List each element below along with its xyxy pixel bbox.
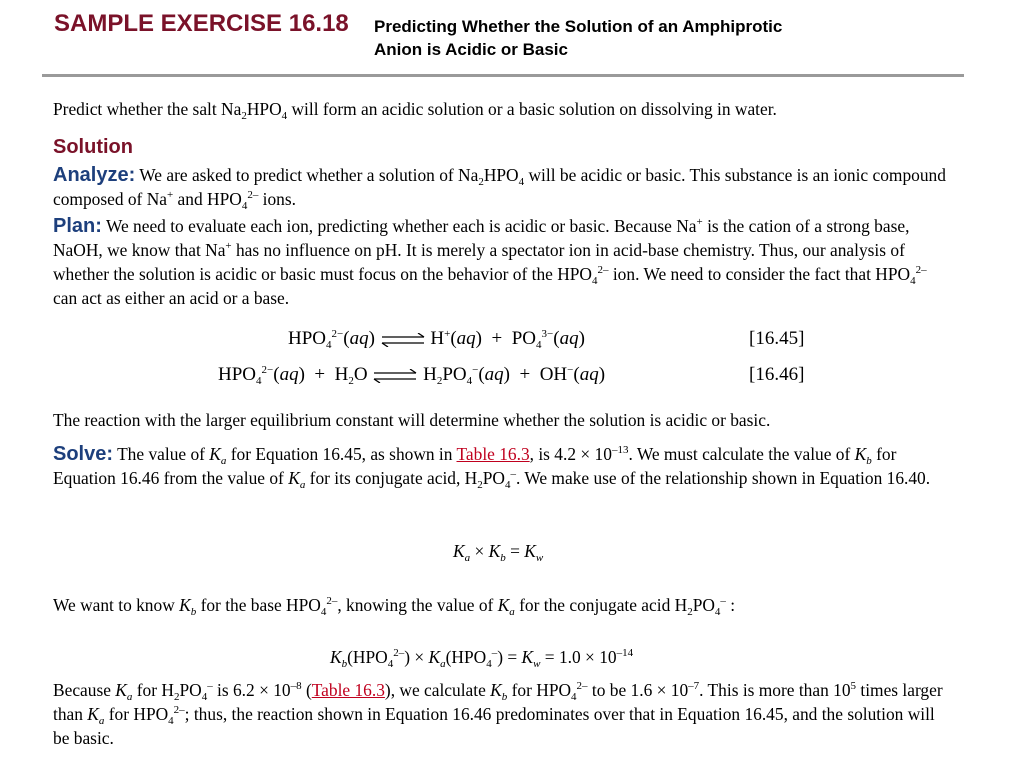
equation-16-45: $HPO_4^{2-}(aq) H^+(aq) + PO_4^{3-}(aq)$ — [288, 328, 585, 351]
equilibrium-arrow-icon — [372, 369, 418, 383]
plan-label: Plan: — [53, 215, 102, 237]
product-equation: $K_b(HPO_4^{2-}) \times K_a(HPO_4^-) = K_w = 1.0 \times 10^{-14}$ — [330, 647, 634, 670]
plan-paragraph: Plan: We need to evaluate each ion, predicting whether each is acidic or basic. Because Na+ is the cation of a strong base, NaOH, we know that Na+ has no influence on pH. It is merely a spectator ion in acid-base chemistry. Thus, our analysis of whether the solution is acidic or basic must focus on the behavior of the $HPO_4^{2-}$ ion. We need to consider the fact that $HPO_4^{2-}$ can act as either an acid or a base. — [53, 215, 927, 308]
exercise-title-line-1: Predicting Whether the Solution of an Amphiprotic — [374, 17, 783, 36]
equation-16-46: $HPO_4^{2-}(aq) + H_2O$ $H_2PO_4^-(aq) + OH^-(aq)$ — [218, 364, 606, 387]
equation-number-16-46: [16.46] — [749, 364, 805, 385]
analyze-paragraph: Analyze: We are asked to predict whether a solution of $Na_2HPO_4$ will be acidic or basic. This substance is an ionic compound composed of Na+ and $HPO_4^{2-}$ ions. — [53, 164, 946, 212]
conclusion-paragraph: Because $K_a$ for $H_2PO_4^-$ is $6.2 \times 10^{-8}$ (Table 16.3), we calculate $K_b$ for $HPO_4^{2-}$ to be $1.6 \times 10^{-7}$. This is more than $10^5$ times larger than $K_a$ for $HPO_4^{2-}$; thus, the reaction shown in Equation 16.46 predominates over that in Equation 16.45, and the solution will be basic. — [53, 680, 943, 748]
problem-statement: Predict whether the salt $Na_2HPO_4$ will form an acidic solution or a basic solution on dissolving in water. — [53, 99, 777, 122]
table-16-3-link[interactable]: Table 16.3 — [311, 680, 385, 700]
exercise-title-line-2: Anion is Acidic or Basic — [374, 40, 568, 59]
equation-number-16-45: [16.45] — [749, 328, 805, 349]
table-16-3-link[interactable]: Table 16.3 — [456, 444, 530, 464]
solution-heading: Solution — [53, 136, 133, 158]
want-paragraph: We want to know $K_b$ for the base $HPO_4^{2-}$, knowing the value of $K_a$ for the conjugate acid $H_2PO_4^-$ : — [53, 595, 736, 618]
solve-label: Solve: — [53, 443, 114, 465]
analyze-label: Analyze: — [53, 164, 136, 186]
reaction-note: The reaction with the larger equilibrium constant will determine whether the solution is acidic or basic. — [53, 410, 771, 430]
solve-paragraph: Solve: The value of $K_a$ for Equation 16.45, as shown in Table 16.3, is $4.2 \times 10^{-13}$. We must calculate the value of $K_b$ for Equation 16.46 from the value of $K_a$ for its conjugate acid, $H_2PO_4^-$. We make use of the relationship shown in Equation 16.40. — [53, 443, 931, 491]
header-divider — [42, 74, 964, 77]
equilibrium-arrow-icon — [380, 333, 426, 347]
relationship-equation: $K_a \times K_b = K_w$ — [453, 541, 544, 564]
exercise-label: SAMPLE EXERCISE 16.18 — [54, 10, 349, 37]
exercise-title — [374, 15, 782, 61]
